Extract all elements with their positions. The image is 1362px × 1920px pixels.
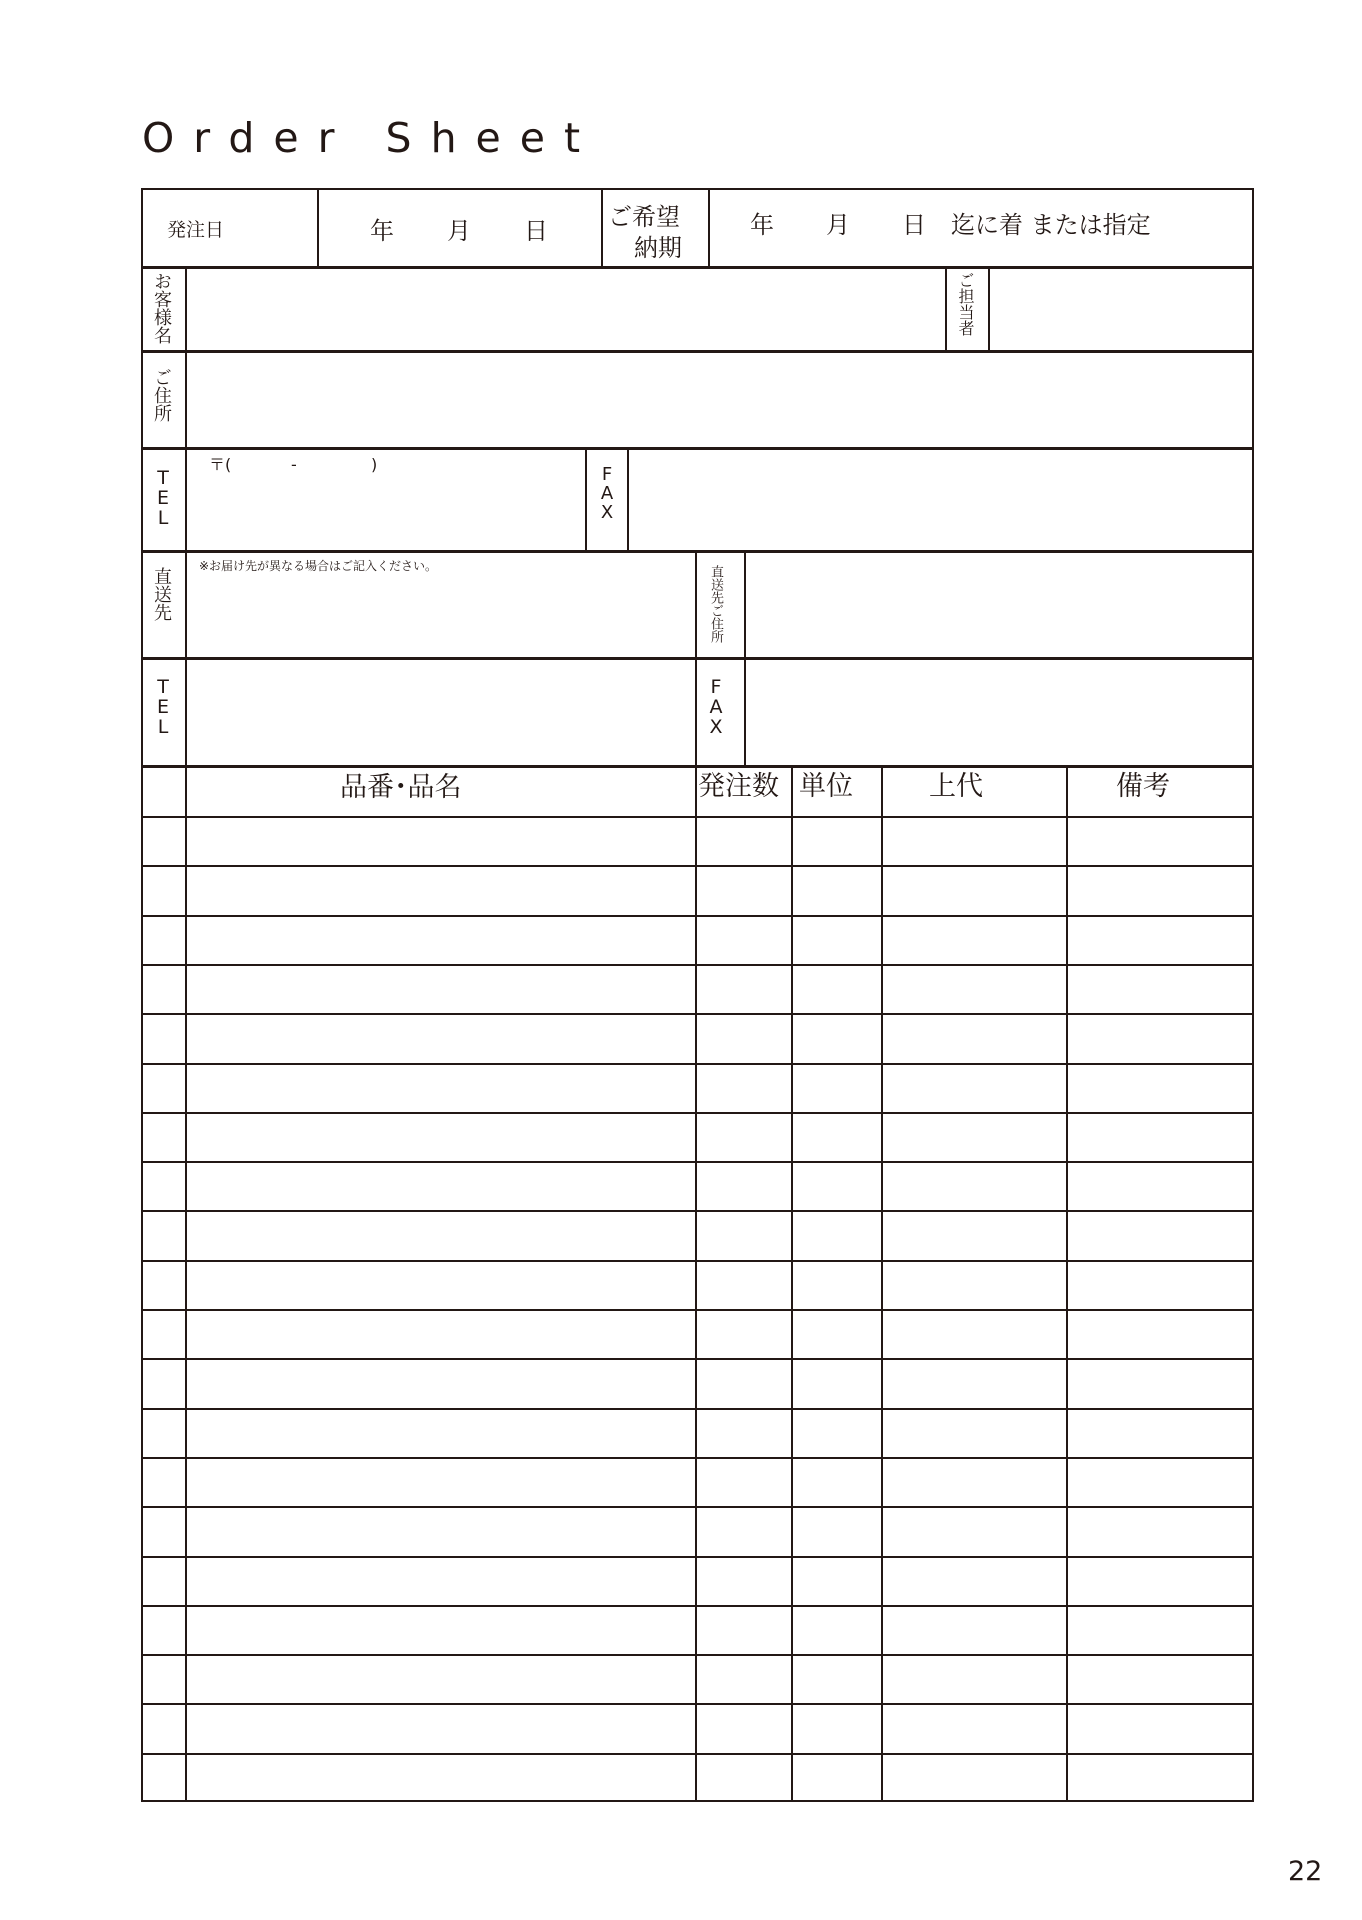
remarks-cell[interactable] xyxy=(1068,917,1252,962)
quantity-cell[interactable] xyxy=(697,867,791,912)
direct-shipping-label: 直送先 xyxy=(151,567,172,621)
postal-prefix: 〒( xyxy=(209,455,232,474)
direct-shipping-address-label: 直送先ご住所 xyxy=(708,565,723,643)
tel-letter: L xyxy=(157,507,169,529)
divider xyxy=(695,550,697,765)
quantity-cell[interactable] xyxy=(697,966,791,1011)
direct-tel-field[interactable] xyxy=(187,659,693,763)
product-cell[interactable] xyxy=(187,867,695,912)
customer-name-field[interactable] xyxy=(187,268,943,348)
remarks-cell[interactable] xyxy=(1068,818,1252,863)
header-unit: 単位 xyxy=(799,771,853,802)
unit-cell[interactable] xyxy=(793,917,881,962)
row-number-cell[interactable] xyxy=(143,1015,185,1060)
retail-price-cell[interactable] xyxy=(883,1459,1066,1504)
fax-label xyxy=(598,466,616,522)
fax-letter: A xyxy=(600,483,614,504)
address-label: ご住所 xyxy=(151,368,172,422)
retail-price-cell[interactable] xyxy=(883,1262,1066,1307)
quantity-cell[interactable] xyxy=(697,1114,791,1159)
product-cell[interactable] xyxy=(187,1607,695,1652)
row-number-cell[interactable] xyxy=(143,1114,185,1159)
unit-cell[interactable] xyxy=(793,1065,881,1110)
fax-field[interactable] xyxy=(629,449,1252,548)
fax-letter: F xyxy=(601,464,613,485)
unit-cell[interactable] xyxy=(793,1163,881,1208)
quantity-cell[interactable] xyxy=(697,1508,791,1553)
unit-cell[interactable] xyxy=(793,1508,881,1553)
remarks-cell[interactable] xyxy=(1068,1163,1252,1208)
header-retail-price: 上代 xyxy=(929,771,983,802)
unit-cell[interactable] xyxy=(793,1410,881,1455)
staff-field[interactable] xyxy=(990,268,1252,348)
postal-dash: - xyxy=(291,455,297,474)
retail-price-cell[interactable] xyxy=(883,1410,1066,1455)
tel-label xyxy=(154,469,172,528)
retail-price-cell[interactable] xyxy=(883,818,1066,863)
unit-cell[interactable] xyxy=(793,1459,881,1504)
quantity-cell[interactable] xyxy=(697,1607,791,1652)
quantity-cell[interactable] xyxy=(697,1410,791,1455)
quantity-cell[interactable] xyxy=(697,1558,791,1603)
divider xyxy=(585,447,587,550)
fax-letter: F xyxy=(710,676,722,698)
remarks-cell[interactable] xyxy=(1068,1114,1252,1159)
product-cell[interactable] xyxy=(187,1755,695,1800)
product-cell[interactable] xyxy=(187,1065,695,1110)
direct-shipping-address-field[interactable] xyxy=(746,552,1252,655)
unit-cell[interactable] xyxy=(793,1311,881,1356)
address-field[interactable] xyxy=(187,352,1252,445)
tel-letter: E xyxy=(156,696,169,718)
tel-letter: L xyxy=(157,716,169,738)
quantity-cell[interactable] xyxy=(697,1015,791,1060)
unit-cell[interactable] xyxy=(793,1015,881,1060)
remarks-cell[interactable] xyxy=(1068,1262,1252,1307)
row-number-cell[interactable] xyxy=(143,1065,185,1110)
retail-price-cell[interactable] xyxy=(883,1360,1066,1405)
remarks-cell[interactable] xyxy=(1068,1656,1252,1701)
row-number-cell[interactable] xyxy=(143,1607,185,1652)
unit-cell[interactable] xyxy=(793,1212,881,1257)
retail-price-cell[interactable] xyxy=(883,1163,1066,1208)
row-number-cell[interactable] xyxy=(143,1360,185,1405)
direct-fax-label xyxy=(707,678,725,737)
retail-price-cell[interactable] xyxy=(883,1558,1066,1603)
unit-cell[interactable] xyxy=(793,1607,881,1652)
product-cell[interactable] xyxy=(187,1015,695,1060)
unit-cell[interactable] xyxy=(793,1656,881,1701)
product-cell[interactable] xyxy=(187,1114,695,1159)
page-number: 22 xyxy=(1288,1856,1323,1887)
product-cell[interactable] xyxy=(187,1459,695,1504)
retail-price-cell[interactable] xyxy=(883,1656,1066,1701)
remarks-cell[interactable] xyxy=(1068,1065,1252,1110)
retail-price-cell[interactable] xyxy=(883,1065,1066,1110)
direct-shipping-note: ※お届け先が異なる場合はご記入ください。 xyxy=(199,559,438,573)
row-number-cell[interactable] xyxy=(143,1558,185,1603)
quantity-cell[interactable] xyxy=(697,917,791,962)
quantity-cell[interactable] xyxy=(697,1163,791,1208)
tel-letter: T xyxy=(157,467,169,489)
row-number-cell[interactable] xyxy=(143,818,185,863)
header-product: 品番･品名 xyxy=(340,772,462,803)
direct-fax-field[interactable] xyxy=(746,659,1252,763)
row-number-cell[interactable] xyxy=(143,867,185,912)
unit-cell[interactable] xyxy=(793,1558,881,1603)
order-day-unit: 日 xyxy=(524,217,548,245)
remarks-cell[interactable] xyxy=(1068,1410,1252,1455)
row-number-cell[interactable] xyxy=(143,1656,185,1701)
remarks-cell[interactable] xyxy=(1068,1755,1252,1800)
remarks-cell[interactable] xyxy=(1068,1558,1252,1603)
remarks-cell[interactable] xyxy=(1068,1311,1252,1356)
quantity-cell[interactable] xyxy=(697,1656,791,1701)
product-cell[interactable] xyxy=(187,1360,695,1405)
product-cell[interactable] xyxy=(187,1705,695,1750)
delivery-month-unit: 月 xyxy=(826,211,850,239)
tel-field[interactable] xyxy=(187,449,583,548)
delivery-year-unit: 年 xyxy=(750,211,774,239)
row-number-cell[interactable] xyxy=(143,1212,185,1257)
row-number-cell[interactable] xyxy=(143,917,185,962)
delivery-label-line1: ご希望 xyxy=(608,203,680,231)
product-cell[interactable] xyxy=(187,1558,695,1603)
header-quantity: 発注数 xyxy=(698,771,779,802)
customer-name-label: お客様名 xyxy=(151,272,172,344)
retail-price-cell[interactable] xyxy=(883,1311,1066,1356)
quantity-cell[interactable] xyxy=(697,1065,791,1110)
tel-letter: E xyxy=(156,487,169,509)
product-cell[interactable] xyxy=(187,1508,695,1553)
remarks-cell[interactable] xyxy=(1068,1015,1252,1060)
direct-shipping-name-field[interactable] xyxy=(187,574,693,655)
unit-cell[interactable] xyxy=(793,1755,881,1800)
delivery-day-unit: 日 xyxy=(902,211,926,239)
row-number-cell[interactable] xyxy=(143,1459,185,1504)
remarks-cell[interactable] xyxy=(1068,966,1252,1011)
product-cell[interactable] xyxy=(187,1212,695,1257)
header-remarks: 備考 xyxy=(1116,771,1170,802)
retail-price-cell[interactable] xyxy=(883,1114,1066,1159)
product-cell[interactable] xyxy=(187,1311,695,1356)
delivery-suffix: 迄に着 または指定 xyxy=(951,211,1151,239)
retail-price-cell[interactable] xyxy=(883,1607,1066,1652)
row-number-cell[interactable] xyxy=(143,1262,185,1307)
product-cell[interactable] xyxy=(187,818,695,863)
retail-price-cell[interactable] xyxy=(883,1755,1066,1800)
order-year-unit: 年 xyxy=(370,217,394,245)
product-cell[interactable] xyxy=(187,966,695,1011)
unit-cell[interactable] xyxy=(793,1262,881,1307)
quantity-cell[interactable] xyxy=(697,818,791,863)
direct-tel-label xyxy=(154,678,172,737)
retail-price-cell[interactable] xyxy=(883,966,1066,1011)
staff-label: ご担当者 xyxy=(956,272,975,336)
retail-price-cell[interactable] xyxy=(883,1705,1066,1750)
row-number-cell[interactable] xyxy=(143,1163,185,1208)
quantity-cell[interactable] xyxy=(697,1755,791,1800)
remarks-cell[interactable] xyxy=(1068,1607,1252,1652)
quantity-cell[interactable] xyxy=(697,1360,791,1405)
divider xyxy=(601,188,603,266)
retail-price-cell[interactable] xyxy=(883,1508,1066,1553)
product-cell[interactable] xyxy=(187,1410,695,1455)
remarks-cell[interactable] xyxy=(1068,867,1252,912)
remarks-cell[interactable] xyxy=(1068,1212,1252,1257)
retail-price-cell[interactable] xyxy=(883,1212,1066,1257)
row-number-cell[interactable] xyxy=(143,1705,185,1750)
fax-letter: X xyxy=(600,502,614,523)
product-cell[interactable] xyxy=(187,1656,695,1701)
quantity-cell[interactable] xyxy=(697,1311,791,1356)
quantity-cell[interactable] xyxy=(697,1212,791,1257)
unit-cell[interactable] xyxy=(793,818,881,863)
retail-price-cell[interactable] xyxy=(883,1015,1066,1060)
unit-cell[interactable] xyxy=(793,966,881,1011)
row-number-cell[interactable] xyxy=(143,1311,185,1356)
remarks-cell[interactable] xyxy=(1068,1459,1252,1504)
row-number-cell[interactable] xyxy=(143,1755,185,1800)
remarks-cell[interactable] xyxy=(1068,1508,1252,1553)
order-date-label: 発注日 xyxy=(167,219,225,241)
quantity-cell[interactable] xyxy=(697,1459,791,1504)
product-cell[interactable] xyxy=(187,1262,695,1307)
unit-cell[interactable] xyxy=(793,1705,881,1750)
unit-cell[interactable] xyxy=(793,1114,881,1159)
divider xyxy=(141,765,1254,768)
row-number-cell[interactable] xyxy=(143,966,185,1011)
remarks-cell[interactable] xyxy=(1068,1360,1252,1405)
page-title: Order Sheet xyxy=(142,114,600,162)
quantity-cell[interactable] xyxy=(697,1705,791,1750)
delivery-label-line2: 納期 xyxy=(634,234,682,262)
tel-letter: T xyxy=(157,676,169,698)
order-month-unit: 月 xyxy=(447,217,471,245)
unit-cell[interactable] xyxy=(793,867,881,912)
row-number-cell[interactable] xyxy=(143,1508,185,1553)
remarks-cell[interactable] xyxy=(1068,1705,1252,1750)
row-number-cell[interactable] xyxy=(143,1410,185,1455)
product-cell[interactable] xyxy=(187,917,695,962)
divider xyxy=(945,266,947,350)
retail-price-cell[interactable] xyxy=(883,867,1066,912)
retail-price-cell[interactable] xyxy=(883,917,1066,962)
fax-letter: A xyxy=(709,696,723,718)
quantity-cell[interactable] xyxy=(697,1262,791,1307)
fax-letter: X xyxy=(709,716,723,738)
product-cell[interactable] xyxy=(187,1163,695,1208)
postal-close: ) xyxy=(371,455,378,474)
unit-cell[interactable] xyxy=(793,1360,881,1405)
